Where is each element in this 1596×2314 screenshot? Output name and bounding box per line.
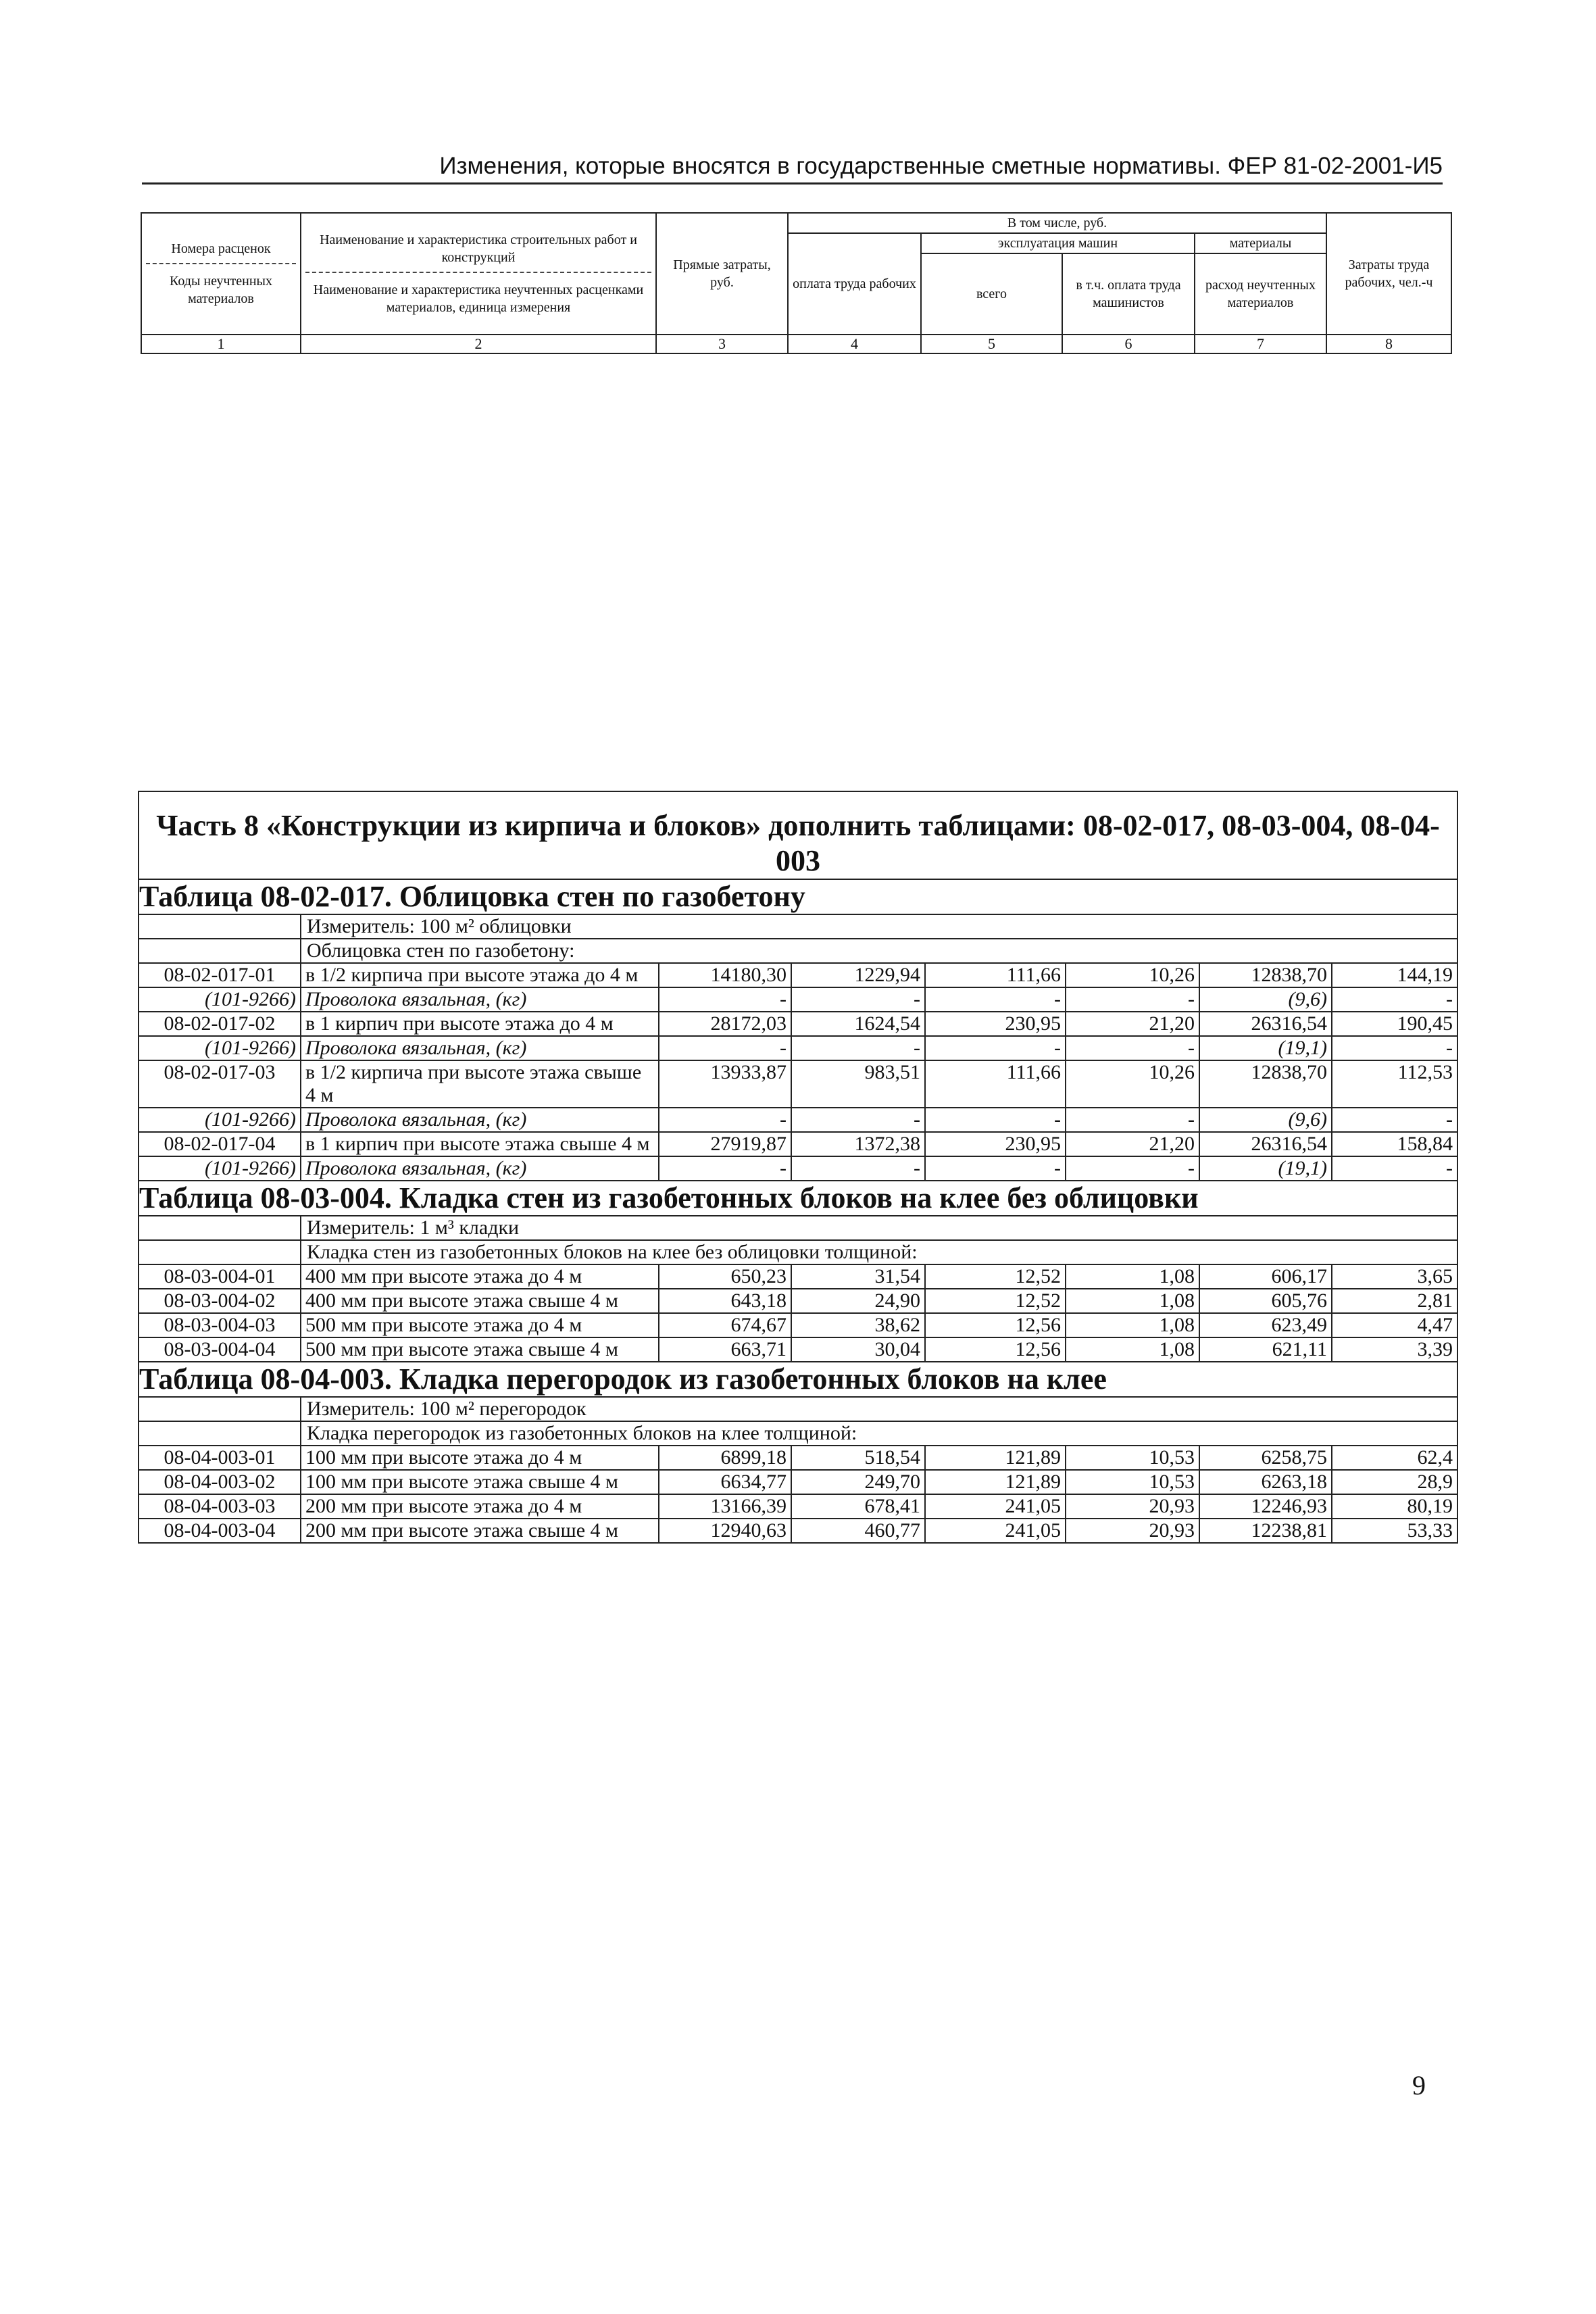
material-description: Проволока вязальная, (кг) <box>301 1108 659 1132</box>
running-header: Изменения, которые вносятся в государственные сметные нормативы. ФЕР 81-02-2001-И5 <box>439 153 1443 179</box>
material-value: - <box>1066 1108 1199 1132</box>
material-code: (101-9266) <box>139 1036 301 1060</box>
section-title: Часть 8 «Конструкции из кирпича и блоков» дополнить таблицами: 08-02-017, 08-03-004, 08-04-003 <box>139 791 1457 879</box>
col-number: 6 <box>1062 335 1195 353</box>
header-col1-top: Номера расценок <box>146 240 296 264</box>
rate-value: 28172,03 <box>659 1012 791 1036</box>
rate-description: 400 мм при высоте этажа до 4 м <box>301 1264 659 1289</box>
rate-description: 200 мм при высоте этажа свыше 4 м <box>301 1519 659 1543</box>
rate-description: в 1 кирпич при высоте этажа свыше 4 м <box>301 1132 659 1156</box>
rate-code: 08-04-003-02 <box>139 1470 301 1494</box>
material-value: - <box>791 987 925 1012</box>
rate-value: 643,18 <box>659 1289 791 1313</box>
rate-value: 1624,54 <box>791 1012 925 1036</box>
material-value: - <box>659 1156 791 1181</box>
rate-value: 12,56 <box>925 1337 1066 1362</box>
material-value: - <box>791 1156 925 1181</box>
rate-value: 3,65 <box>1332 1264 1457 1289</box>
rate-value: 6263,18 <box>1199 1470 1332 1494</box>
rate-value: 518,54 <box>791 1446 925 1470</box>
rate-code: 08-03-004-02 <box>139 1289 301 1313</box>
header-incl: В том числе, руб. <box>788 213 1326 233</box>
rate-value: 650,23 <box>659 1264 791 1289</box>
col-number: 3 <box>656 335 788 353</box>
material-value: - <box>1332 1156 1457 1181</box>
material-code: (101-9266) <box>139 1108 301 1132</box>
rate-value: 1,08 <box>1066 1313 1199 1337</box>
rate-code: 08-04-003-01 <box>139 1446 301 1470</box>
material-value: - <box>659 1108 791 1132</box>
rate-value: 230,95 <box>925 1132 1066 1156</box>
rate-description: 500 мм при высоте этажа свыше 4 м <box>301 1337 659 1362</box>
header-col1-bottom: Коды неучтенных материалов <box>170 274 272 306</box>
rate-value: 623,49 <box>1199 1313 1332 1337</box>
rate-value: 20,93 <box>1066 1519 1199 1543</box>
material-value: - <box>659 987 791 1012</box>
rate-value: 678,41 <box>791 1494 925 1519</box>
rate-value: 111,66 <box>925 1060 1066 1108</box>
rate-value: 460,77 <box>791 1519 925 1543</box>
measure-unit: Измеритель: 100 м² перегородок <box>301 1397 1457 1421</box>
material-value: (9,6) <box>1199 1108 1332 1132</box>
group-label: Облицовка стен по газобетону: <box>301 939 1457 963</box>
rate-value: 121,89 <box>925 1470 1066 1494</box>
measure-unit: Измеритель: 1 м³ кладки <box>301 1216 1457 1240</box>
rate-value: 3,39 <box>1332 1337 1457 1362</box>
header-col5: всего <box>921 253 1062 335</box>
material-value: - <box>925 987 1066 1012</box>
material-code: (101-9266) <box>139 987 301 1012</box>
rate-value: 12,52 <box>925 1264 1066 1289</box>
rate-value: 26316,54 <box>1199 1132 1332 1156</box>
material-value: - <box>1332 1108 1457 1132</box>
rate-code: 08-02-017-02 <box>139 1012 301 1036</box>
rate-value: 983,51 <box>791 1060 925 1108</box>
page-number: 9 <box>1412 2070 1426 2100</box>
material-value: - <box>1066 1156 1199 1181</box>
table-title: Таблица 08-02-017. Облицовка стен по газобетону <box>139 879 1457 914</box>
header-col2-bottom: Наименование и характеристика неучтенных расценками материалов, единица измерения <box>313 282 644 315</box>
rate-description: 200 мм при высоте этажа до 4 м <box>301 1494 659 1519</box>
header-col4: оплата труда рабочих <box>788 233 921 335</box>
rate-value: 621,11 <box>1199 1337 1332 1362</box>
material-value: - <box>925 1108 1066 1132</box>
rate-value: 27919,87 <box>659 1132 791 1156</box>
rates-table <box>138 791 1458 1544</box>
header-col6: в т.ч. оплата труда машинистов <box>1062 253 1195 335</box>
rate-value: 4,47 <box>1332 1313 1457 1337</box>
rate-value: 12940,63 <box>659 1519 791 1543</box>
rate-value: 21,20 <box>1066 1012 1199 1036</box>
rate-value: 190,45 <box>1332 1012 1457 1036</box>
header-materials: материалы <box>1195 233 1326 253</box>
rate-code: 08-04-003-04 <box>139 1519 301 1543</box>
rate-value: 80,19 <box>1332 1494 1457 1519</box>
material-value: - <box>925 1156 1066 1181</box>
material-value: (19,1) <box>1199 1036 1332 1060</box>
rate-value: 674,67 <box>659 1313 791 1337</box>
rate-value: 12,56 <box>925 1313 1066 1337</box>
material-value: (19,1) <box>1199 1156 1332 1181</box>
header-col2-top: Наименование и характеристика строительных работ и конструкций <box>305 231 651 273</box>
rate-value: 10,53 <box>1066 1470 1199 1494</box>
rate-description: 100 мм при высоте этажа до 4 м <box>301 1446 659 1470</box>
rate-value: 111,66 <box>925 963 1066 987</box>
col-number: 2 <box>301 335 656 353</box>
rate-value: 12,52 <box>925 1289 1066 1313</box>
rate-value: 249,70 <box>791 1470 925 1494</box>
rate-value: 24,90 <box>791 1289 925 1313</box>
rate-value: 241,05 <box>925 1494 1066 1519</box>
rate-value: 14180,30 <box>659 963 791 987</box>
header-machines: эксплуатация машин <box>921 233 1195 253</box>
material-value: (9,6) <box>1199 987 1332 1012</box>
rate-value: 1,08 <box>1066 1337 1199 1362</box>
rate-value: 10,26 <box>1066 1060 1199 1108</box>
rate-value: 1,08 <box>1066 1264 1199 1289</box>
rate-value: 12238,81 <box>1199 1519 1332 1543</box>
group-label: Кладка стен из газобетонных блоков на клее без облицовки толщиной: <box>301 1240 1457 1264</box>
rate-code: 08-02-017-03 <box>139 1060 301 1108</box>
rate-value: 62,4 <box>1332 1446 1457 1470</box>
col-number: 1 <box>141 335 301 353</box>
rate-value: 12838,70 <box>1199 963 1332 987</box>
header-col8: Затраты труда рабочих, чел.-ч <box>1326 213 1451 335</box>
table-title: Таблица 08-03-004. Кладка стен из газобетонных блоков на клее без облицовки <box>139 1181 1457 1216</box>
rate-value: 38,62 <box>791 1313 925 1337</box>
material-description: Проволока вязальная, (кг) <box>301 1036 659 1060</box>
table-title: Таблица 08-04-003. Кладка перегородок из газобетонных блоков на клее <box>139 1362 1457 1397</box>
header-col1 <box>141 213 301 335</box>
rate-value: 230,95 <box>925 1012 1066 1036</box>
rate-description: в 1 кирпич при высоте этажа до 4 м <box>301 1012 659 1036</box>
rate-description: 400 мм при высоте этажа свыше 4 м <box>301 1289 659 1313</box>
group-label: Кладка перегородок из газобетонных блоков на клее толщиной: <box>301 1421 1457 1446</box>
rate-value: 6258,75 <box>1199 1446 1332 1470</box>
rate-value: 6899,18 <box>659 1446 791 1470</box>
col-number: 5 <box>921 335 1062 353</box>
rate-value: 605,76 <box>1199 1289 1332 1313</box>
material-value: - <box>1066 1036 1199 1060</box>
rate-value: 6634,77 <box>659 1470 791 1494</box>
rate-value: 12838,70 <box>1199 1060 1332 1108</box>
material-value: - <box>659 1036 791 1060</box>
rate-value: 663,71 <box>659 1337 791 1362</box>
rate-code: 08-03-004-03 <box>139 1313 301 1337</box>
material-value: - <box>925 1036 1066 1060</box>
rate-value: 158,84 <box>1332 1132 1457 1156</box>
col-number: 7 <box>1195 335 1326 353</box>
material-value: - <box>791 1036 925 1060</box>
rate-code: 08-03-004-01 <box>139 1264 301 1289</box>
rate-value: 20,93 <box>1066 1494 1199 1519</box>
rate-value: 28,9 <box>1332 1470 1457 1494</box>
rate-value: 13933,87 <box>659 1060 791 1108</box>
rate-code: 08-03-004-04 <box>139 1337 301 1362</box>
header-col2 <box>301 213 656 335</box>
rate-code: 08-04-003-03 <box>139 1494 301 1519</box>
header-col3: Прямые затраты, руб. <box>656 213 788 335</box>
rate-code: 08-02-017-01 <box>139 963 301 987</box>
rate-value: 30,04 <box>791 1337 925 1362</box>
material-code: (101-9266) <box>139 1156 301 1181</box>
rate-value: 31,54 <box>791 1264 925 1289</box>
rate-value: 144,19 <box>1332 963 1457 987</box>
rate-value: 12246,93 <box>1199 1494 1332 1519</box>
rate-value: 10,53 <box>1066 1446 1199 1470</box>
rate-description: 500 мм при высоте этажа до 4 м <box>301 1313 659 1337</box>
rate-value: 21,20 <box>1066 1132 1199 1156</box>
rate-value: 13166,39 <box>659 1494 791 1519</box>
rate-value: 1372,38 <box>791 1132 925 1156</box>
rate-value: 606,17 <box>1199 1264 1332 1289</box>
rate-code: 08-02-017-04 <box>139 1132 301 1156</box>
rate-value: 1,08 <box>1066 1289 1199 1313</box>
col-number: 8 <box>1326 335 1451 353</box>
rate-description: в 1/2 кирпича при высоте этажа свыше 4 м <box>301 1060 659 1108</box>
material-description: Проволока вязальная, (кг) <box>301 987 659 1012</box>
material-description: Проволока вязальная, (кг) <box>301 1156 659 1181</box>
rate-description: 100 мм при высоте этажа свыше 4 м <box>301 1470 659 1494</box>
measure-unit: Измеритель: 100 м² облицовки <box>301 914 1457 939</box>
rate-value: 53,33 <box>1332 1519 1457 1543</box>
header-rule <box>142 182 1443 184</box>
material-value: - <box>1066 987 1199 1012</box>
column-header-table <box>141 212 1452 354</box>
rate-description: в 1/2 кирпича при высоте этажа до 4 м <box>301 963 659 987</box>
rate-value: 2,81 <box>1332 1289 1457 1313</box>
material-value: - <box>1332 987 1457 1012</box>
material-value: - <box>791 1108 925 1132</box>
rate-value: 121,89 <box>925 1446 1066 1470</box>
rate-value: 1229,94 <box>791 963 925 987</box>
rate-value: 10,26 <box>1066 963 1199 987</box>
rate-value: 112,53 <box>1332 1060 1457 1108</box>
header-col7: расход неучтенных материалов <box>1195 253 1326 335</box>
material-value: - <box>1332 1036 1457 1060</box>
rate-value: 241,05 <box>925 1519 1066 1543</box>
rate-value: 26316,54 <box>1199 1012 1332 1036</box>
col-number: 4 <box>788 335 921 353</box>
